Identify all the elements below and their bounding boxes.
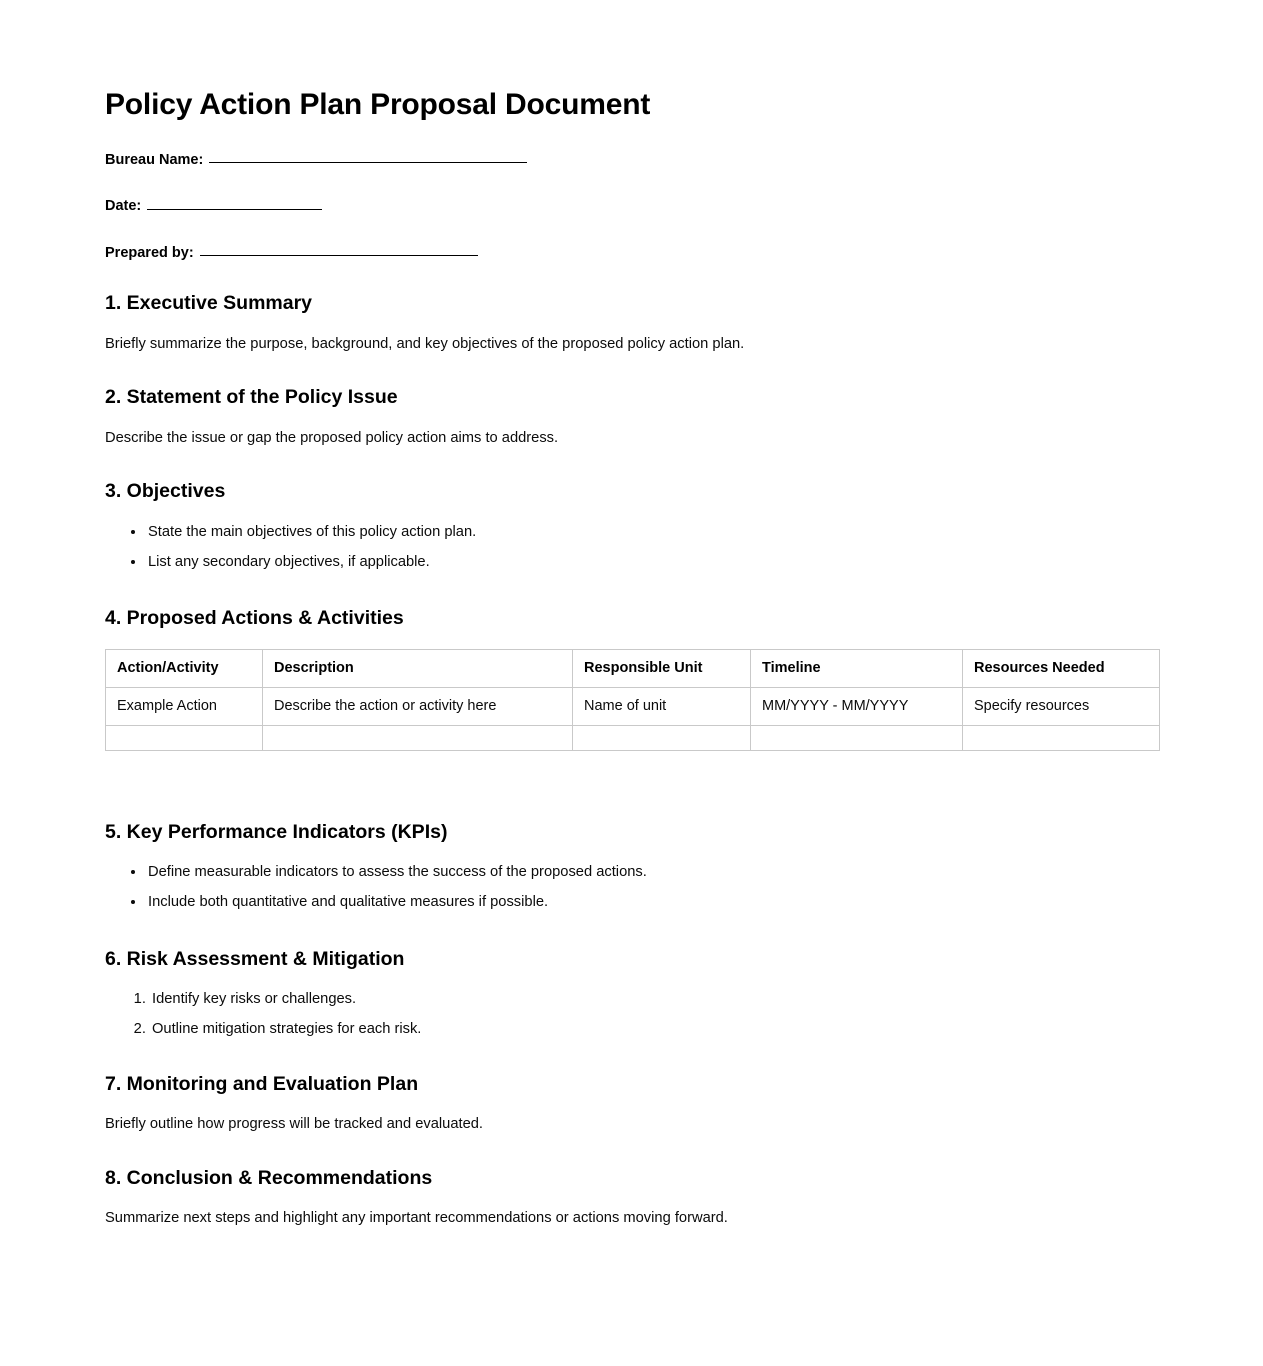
list-item: 2. Outline mitigation strategies for each risk. [150, 1019, 1158, 1040]
form-label-date: Date: [105, 197, 142, 214]
page-title: Policy Action Plan Proposal Document [105, 88, 651, 121]
list-item: 1. Identify key risks or challenges. [150, 989, 1158, 1010]
column-header-responsible-unit: Responsible Unit [573, 649, 751, 687]
table-cell-timeline[interactable] [751, 725, 963, 750]
column-header-description: Description [263, 649, 573, 687]
table-cell-action-activity[interactable]: Example Action [106, 687, 263, 725]
proposed-actions-table [105, 649, 1160, 751]
table-cell-responsible-unit[interactable] [573, 725, 751, 750]
column-header-resources-needed: Resources Needed [963, 649, 1160, 687]
form-input-bureau-name[interactable] [209, 149, 527, 164]
table-cell-timeline[interactable]: MM/YYYY - MM/YYYY [751, 687, 963, 725]
section-body-executive-summary: Briefly summarize the purpose, background, and key objectives of the proposed policy action plan. [105, 335, 745, 352]
table-cell-resources-needed[interactable] [963, 725, 1160, 750]
section-body-monitoring: Briefly outline how progress will be tracked and evaluated. [105, 1116, 484, 1133]
section-body-conclusion: Summarize next steps and highlight any important recommendations or actions moving forward. [105, 1210, 728, 1227]
section-executive-summary [105, 292, 1158, 354]
form-field-bureau-name [105, 149, 1158, 170]
section-objectives [105, 480, 1158, 573]
form-input-prepared-by[interactable] [200, 242, 478, 257]
risk-assessment-list [105, 989, 1158, 1041]
form-label-prepared-by: Prepared by: [105, 244, 194, 261]
table-cell-description[interactable]: Describe the action or activity here [263, 687, 573, 725]
table-cell-description[interactable] [263, 725, 573, 750]
table-row [106, 687, 1160, 725]
section-kpis [105, 821, 1158, 914]
section-heading-proposed-actions: 4. Proposed Actions & Activities [105, 607, 404, 630]
list-item: • Define measurable indicators to assess the success of the proposed actions. [146, 862, 1158, 883]
section-heading-policy-issue: 2. Statement of the Policy Issue [105, 386, 398, 409]
section-heading-executive-summary: 1. Executive Summary [105, 292, 313, 315]
section-heading-kpis: 5. Key Performance Indicators (KPIs) [105, 820, 448, 843]
section-policy-issue [105, 386, 1158, 448]
section-conclusion [105, 1167, 1158, 1229]
list-item: • State the main objectives of this policy action plan. [146, 522, 1158, 543]
section-heading-risk-assessment: 6. Risk Assessment & Mitigation [105, 947, 405, 970]
section-heading-conclusion: 8. Conclusion & Recommendations [105, 1166, 433, 1189]
table-header-row [106, 649, 1160, 687]
form-input-date[interactable] [147, 195, 322, 210]
list-item: • List any secondary objectives, if applicable. [146, 552, 1158, 573]
table-cell-responsible-unit[interactable]: Name of unit [573, 687, 751, 725]
column-header-action-activity: Action/Activity [106, 649, 263, 687]
section-heading-objectives: 3. Objectives [105, 480, 226, 503]
table-cell-action-activity[interactable] [106, 725, 263, 750]
section-monitoring [105, 1073, 1158, 1135]
section-heading-monitoring: 7. Monitoring and Evaluation Plan [105, 1072, 419, 1095]
objectives-list [105, 522, 1158, 574]
section-proposed-actions [105, 607, 1158, 750]
kpis-list [105, 862, 1158, 914]
table-cell-resources-needed[interactable]: Specify resources [963, 687, 1160, 725]
form-label-bureau-name: Bureau Name: [105, 151, 204, 168]
section-body-policy-issue: Describe the issue or gap the proposed policy action aims to address. [105, 429, 559, 446]
form-fields-block [105, 149, 1158, 263]
form-field-prepared-by [105, 242, 1158, 263]
table-row [106, 725, 1160, 750]
form-field-date [105, 195, 1158, 216]
section-risk-assessment [105, 948, 1158, 1041]
column-header-timeline: Timeline [751, 649, 963, 687]
list-item: • Include both quantitative and qualitative measures if possible. [146, 892, 1158, 913]
